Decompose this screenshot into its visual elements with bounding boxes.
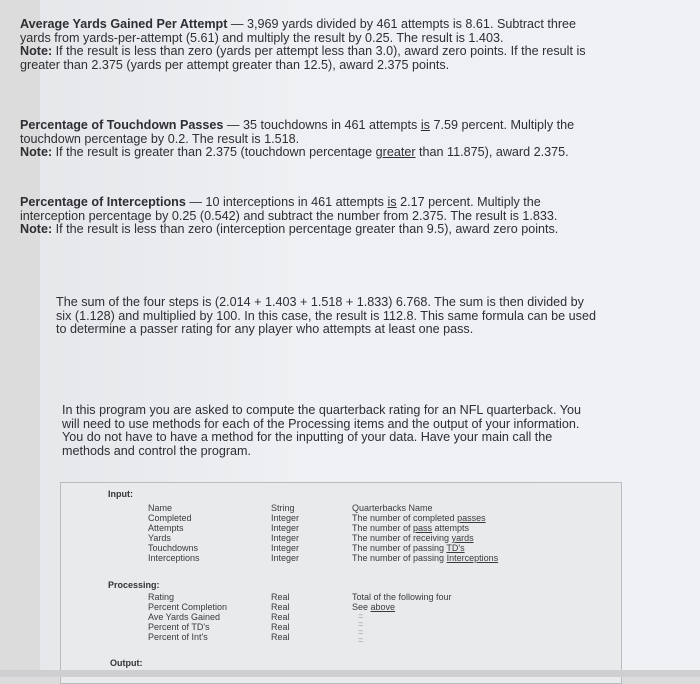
- input-type: Integer: [271, 513, 300, 523]
- td-text-is: is: [420, 118, 430, 132]
- input-name: Name: [148, 503, 173, 513]
- td-heading: Percentage of Touchdown Passes: [20, 118, 224, 132]
- td-note-b: than 11.875), award 2.375.: [415, 145, 569, 160]
- input-name: Touchdowns: [148, 543, 199, 553]
- ditto-marks: = = = =: [358, 611, 364, 645]
- proc-type: Real: [271, 622, 290, 632]
- proc-name: Percent Completion: [148, 602, 228, 612]
- ypa-note-text: If the result is less than zero (yards per attempt less than 3.0), award zero points. If the result is greater than 2.375 (yards per attempt greater than 12.5), award 2.375 points.: [20, 44, 586, 72]
- program-section: [20, 404, 600, 458]
- input-type: Integer: [271, 523, 300, 533]
- td-text-a: — 35 touchdowns in 461 attempts: [223, 118, 421, 132]
- td-text-b: 7.59 percent.: [429, 118, 507, 132]
- proc-desc: Total of the following four: [352, 592, 452, 602]
- bottom-edge: [0, 670, 700, 677]
- int-text-is: is: [387, 195, 397, 209]
- td-note-label: Note:: [20, 145, 53, 160]
- proc-type: Real: [271, 602, 290, 612]
- input-types-col: [271, 503, 299, 563]
- input-type: Integer: [271, 533, 300, 543]
- ypa-text2: Subtract three yards from yards-per-attempt (5.61) and multiply the result by 0.25. The result is 1.403.: [20, 17, 577, 45]
- input-type: String: [271, 503, 295, 513]
- input-type: Integer: [271, 543, 300, 553]
- int-note-text: If the result is less than zero (interception percentage greater than 9.5), award zero points.: [52, 222, 559, 237]
- sum-text: The sum of the four steps is (2.014 + 1.403 + 1.518 + 1.833) 6.768. The sum is then divided by six (1.128) and multiplied by 100. In this case, the result is 112.8. This same formula can be used to determine a passer rating for any player who attempts at least one pass.: [56, 295, 596, 337]
- sum-section: [20, 296, 600, 337]
- td-section: [20, 119, 600, 160]
- ypa-heading: Average Yards Gained Per Attempt: [20, 17, 228, 31]
- int-note-label: Note:: [20, 222, 53, 237]
- proc-names-col: [148, 592, 227, 642]
- proc-name: Percent of TD's: [148, 622, 210, 632]
- proc-desc-col: [352, 592, 452, 612]
- td-note-a: If the result is greater than 2.375 (touchdown percentage: [52, 145, 376, 160]
- proc-name: Ave Yards Gained: [148, 612, 221, 622]
- ypa-section: [20, 18, 600, 72]
- td-text2: Multiply the touchdown percentage by 0.2. The result is 1.518.: [20, 118, 575, 146]
- program-text: In this program you are asked to compute the quarterback rating for an NFL quarterback. You will need to use methods for each of the Processing items and the output of your information. You do not have to have a method for the inputting of your data. Have your main call the methods and control the program.: [62, 403, 581, 458]
- input-label: Input:: [108, 489, 133, 499]
- input-desc: The number of passing Interceptions: [352, 553, 499, 563]
- input-name: Completed: [148, 513, 192, 523]
- int-text-a: — 10 interceptions in 461 attempts: [185, 195, 388, 209]
- int-heading: Percentage of Interceptions: [20, 195, 186, 209]
- input-desc: The number of pass attempts: [352, 523, 470, 533]
- input-desc: The number of receiving yards: [352, 533, 474, 543]
- proc-name: Percent of Int's: [148, 632, 208, 642]
- proc-type: Real: [271, 632, 290, 642]
- input-name: Attempts: [148, 523, 184, 533]
- int-text-b: 2.17 percent. Multiply the interception percentage by 0.25 (0.542) and subtract the number from 2.375. The result is 1.833.: [20, 195, 558, 223]
- td-note-greater: greater: [375, 145, 416, 160]
- ypa-note-label: Note:: [20, 44, 53, 59]
- input-desc-col: [352, 503, 498, 563]
- output-label: Output:: [110, 658, 143, 668]
- input-type: Integer: [271, 553, 300, 563]
- proc-name: Rating: [148, 592, 175, 602]
- input-desc: The number of passing TD's: [352, 543, 465, 553]
- input-desc: Quarterbacks Name: [352, 503, 433, 513]
- proc-type: Real: [271, 612, 290, 622]
- proc-type: Real: [271, 592, 290, 602]
- input-desc: The number of completed passes: [352, 513, 486, 523]
- input-name: Yards: [148, 533, 171, 543]
- input-names-col: [148, 503, 200, 563]
- int-section: [20, 196, 600, 237]
- proc-types-col: [271, 592, 290, 642]
- ypa-text1: — 3,969 yards divided by 461 attempts is 8.61.: [227, 17, 494, 31]
- proc-desc: See above: [352, 602, 396, 612]
- processing-label: Processing:: [108, 580, 160, 590]
- input-name: Interceptions: [148, 553, 200, 563]
